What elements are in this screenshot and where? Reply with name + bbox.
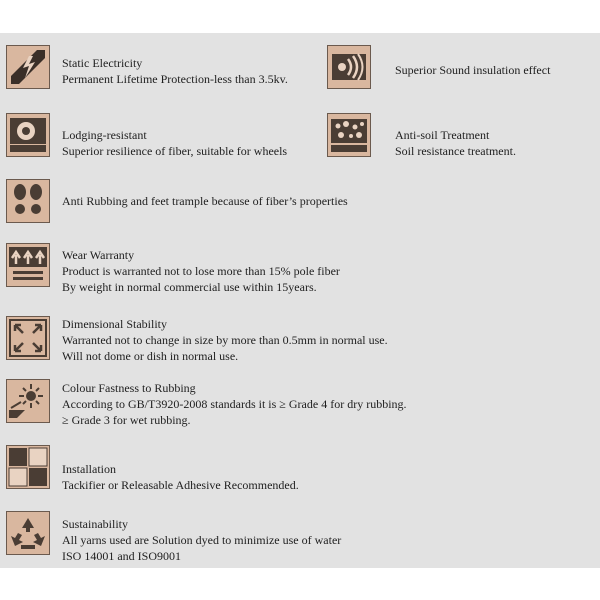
feature-line: Product is warranted not to lose more than 15% pole fiber [62,264,340,278]
dirt-particles-icon [327,113,371,157]
feature-line: By weight in normal commercial use within 15years. [62,280,317,294]
feature-title: Anti Rubbing and feet trample because of fiber’s properties [62,194,348,208]
feature-title: Anti-soil Treatment [395,128,490,142]
recycle-icon [6,511,50,555]
feature-title: Sustainability [62,517,128,531]
feature-line: Will not dome or dish in normal use. [62,349,239,363]
feature-line: According to GB/T3920-2008 standards it is ≥ Grade 4 for dry rubbing. [62,397,407,411]
feature-line: All yarns used are Solution dyed to minimize use of water [62,533,342,547]
sun-icon [6,379,50,423]
expand-arrows-icon [6,316,50,360]
footprints-icon [6,179,50,223]
features-sheet [0,33,600,568]
feature-title: Colour Fastness to Rubbing [62,381,196,395]
feature-title: Static Electricity [62,56,143,70]
feature-line: Warranted not to change in size by more than 0.5mm in normal use. [62,333,388,347]
feature-title: Lodging-resistant [62,128,147,142]
feature-line: ISO 14001 and ISO9001 [62,549,181,563]
feature-line: Permanent Lifetime Protection-less than 3.5kv. [62,72,288,86]
lightning-bolt-icon [6,45,50,89]
feature-line: Superior resilience of fiber, suitable for wheels [62,144,288,158]
wheel-icon [6,113,50,157]
tiles-icon [6,445,50,489]
sound-waves-icon [327,45,371,89]
feature-title: Installation [62,462,116,476]
arrows-up-icon [6,243,50,287]
feature-line: ≥ Grade 3 for wet rubbing. [62,413,191,427]
feature-title: Dimensional Stability [62,317,167,331]
feature-line: Soil resistance treatment. [395,144,516,158]
feature-line: Tackifier or Releasable Adhesive Recommended. [62,478,299,492]
feature-title: Wear Warranty [62,248,135,262]
feature-title: Superior Sound insulation effect [395,63,551,77]
